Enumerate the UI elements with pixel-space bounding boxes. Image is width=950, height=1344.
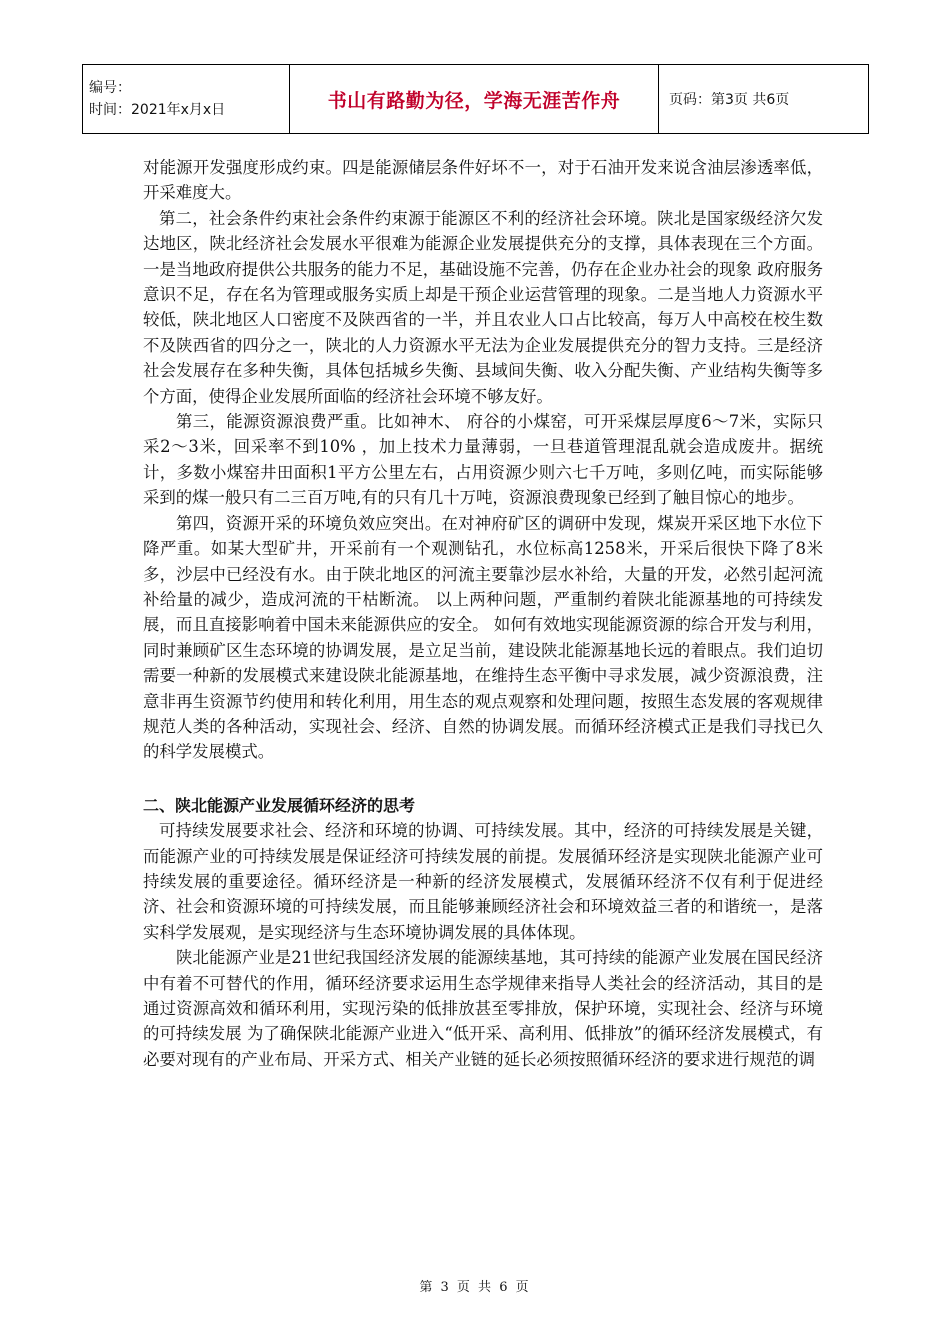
- paragraph-resource-waste: 第三，能源资源浪费严重。比如神木、 府谷的小煤窑，可开采煤层厚度6～7米，实际只采2～3米，回采率不到10% ，加上技术力量薄弱，一旦巷道管理混乱就会造成废井。据统计，多数小煤窑井田面积1平方公里左右，占用资源少则六七千万吨，多则亿吨，而实际能够采到的煤一般只有二三百万吨,有的只有几十万吨，资源浪费现象已经到了触目惊心的地步。: [143, 412, 823, 508]
- paragraph-continuation: 对能源开发强度形成约束。四是能源储层条件好坏不一，对于石油开发来说含油层渗透率低，开采难度大。: [143, 158, 823, 203]
- page-header: [82, 64, 869, 134]
- header-page-info: 页码：第3页 共6页: [659, 65, 869, 134]
- header-motto: 书山有路勤为径，学海无涯苦作舟: [290, 65, 659, 134]
- paragraph-social-constraints: 第二，社会条件约束社会条件约束源于能源区不利的经济社会环境。陕北是国家级经济欠发达地区，陕北经济社会发展水平很难为能源企业发展提供充分的支撑，具体表现在三个方面。一是当地政府提供公共服务的能力不足，基础设施不完善，仍存在企业办社会的现象 政府服务意识不足，存在名为管理或服务实质上却是干预企业运营管理的现象。二是当地人力资源水平较低，陕北地区人口密度不及陕西省的一半，并且农业人口占比较高，每万人中高校在校生数不及陕西省的四分之一，陕北的人力资源水平无法为企业发展提供充分的智力支持。三是经济社会发展存在多种失衡，具体包括城乡失衡、县域间失衡、收入分配失衡、产业结构失衡等多个方面，使得企业发展所面临的经济社会环境不够友好。: [143, 208, 823, 406]
- section-heading: 二、陕北能源产业发展循环经济的思考: [143, 795, 416, 815]
- paragraph-environmental-effects: 第四，资源开采的环境负效应突出。在对神府矿区的调研中发现，煤炭开采区地下水位下降严重。如某大型矿井，开采前有一个观测钻孔，水位标高1258米，开采后很快下降了8米多，沙层中已经没有水。由于陕北地区的河流主要靠沙层水补给，大量的开发，必然引起河流补给量的减少，造成河流的干枯断流。 以上两种问题，严重制约着陕北能源基地的可持续发展，而且直接影响着中国未来能源供应的安全。 如何有效地实现能源资源的综合开发与利用，同时兼顾矿区生态环境的协调发展，是立足当前，建设陕北能源基地长远的着眼点。我们迫切需要一种新的发展模式来建设陕北能源基地，在维持生态平衡中寻求发展，减少资源浪费，注意非再生资源节约使用和转化利用，用生态的观点观察和处理问题，按照生态发展的客观规律规范人类的各种活动，实现社会、经济、自然的协调发展。而循环经济模式正是我们寻找已久的科学发展模式。: [143, 513, 823, 762]
- paragraph-sustainable-development: 可持续发展要求社会、经济和环境的协调、可持续发展。其中，经济的可持续发展是关键，而能源产业的可持续发展是保证经济可持续发展的前提。发展循环经济是实现陕北能源产业可持续发展的重要途径。循环经济是一种新的经济发展模式，发展循环经济不仅有利于促进经济、社会和资源环境的可持续发展，而且能够兼顾经济社会和环境效益三者的和谐统一，是落实科学发展观，是实现经济与生态环境协调发展的具体体现。: [143, 821, 823, 942]
- document-date: 时间：2021年x月x日: [89, 102, 226, 118]
- paragraph-circular-economy: 陕北能源产业是21世纪我国经济发展的能源续基地，其可持续的能源产业发展在国民经济中有着不可替代的作用，循环经济要求运用生态学规律来指导人类社会的经济活动，其目的是通过资源高效和循环利用，实现污染的低排放甚至零排放，保护环境，实现社会、经济与环境的可持续发展 为了确保陕北能源产业进入“低开采、高利用、低排放”的循环经济发展模式，有必要对现有的产业布局、开采方式、相关产业链的延长必须按照循环经济的要求进行规范的调: [143, 948, 823, 1069]
- document-number-label: 编号：: [89, 80, 131, 96]
- page-footer: 第 3 页 共 6 页: [419, 1280, 531, 1295]
- document-body: [143, 155, 823, 1072]
- header-meta: [83, 65, 290, 134]
